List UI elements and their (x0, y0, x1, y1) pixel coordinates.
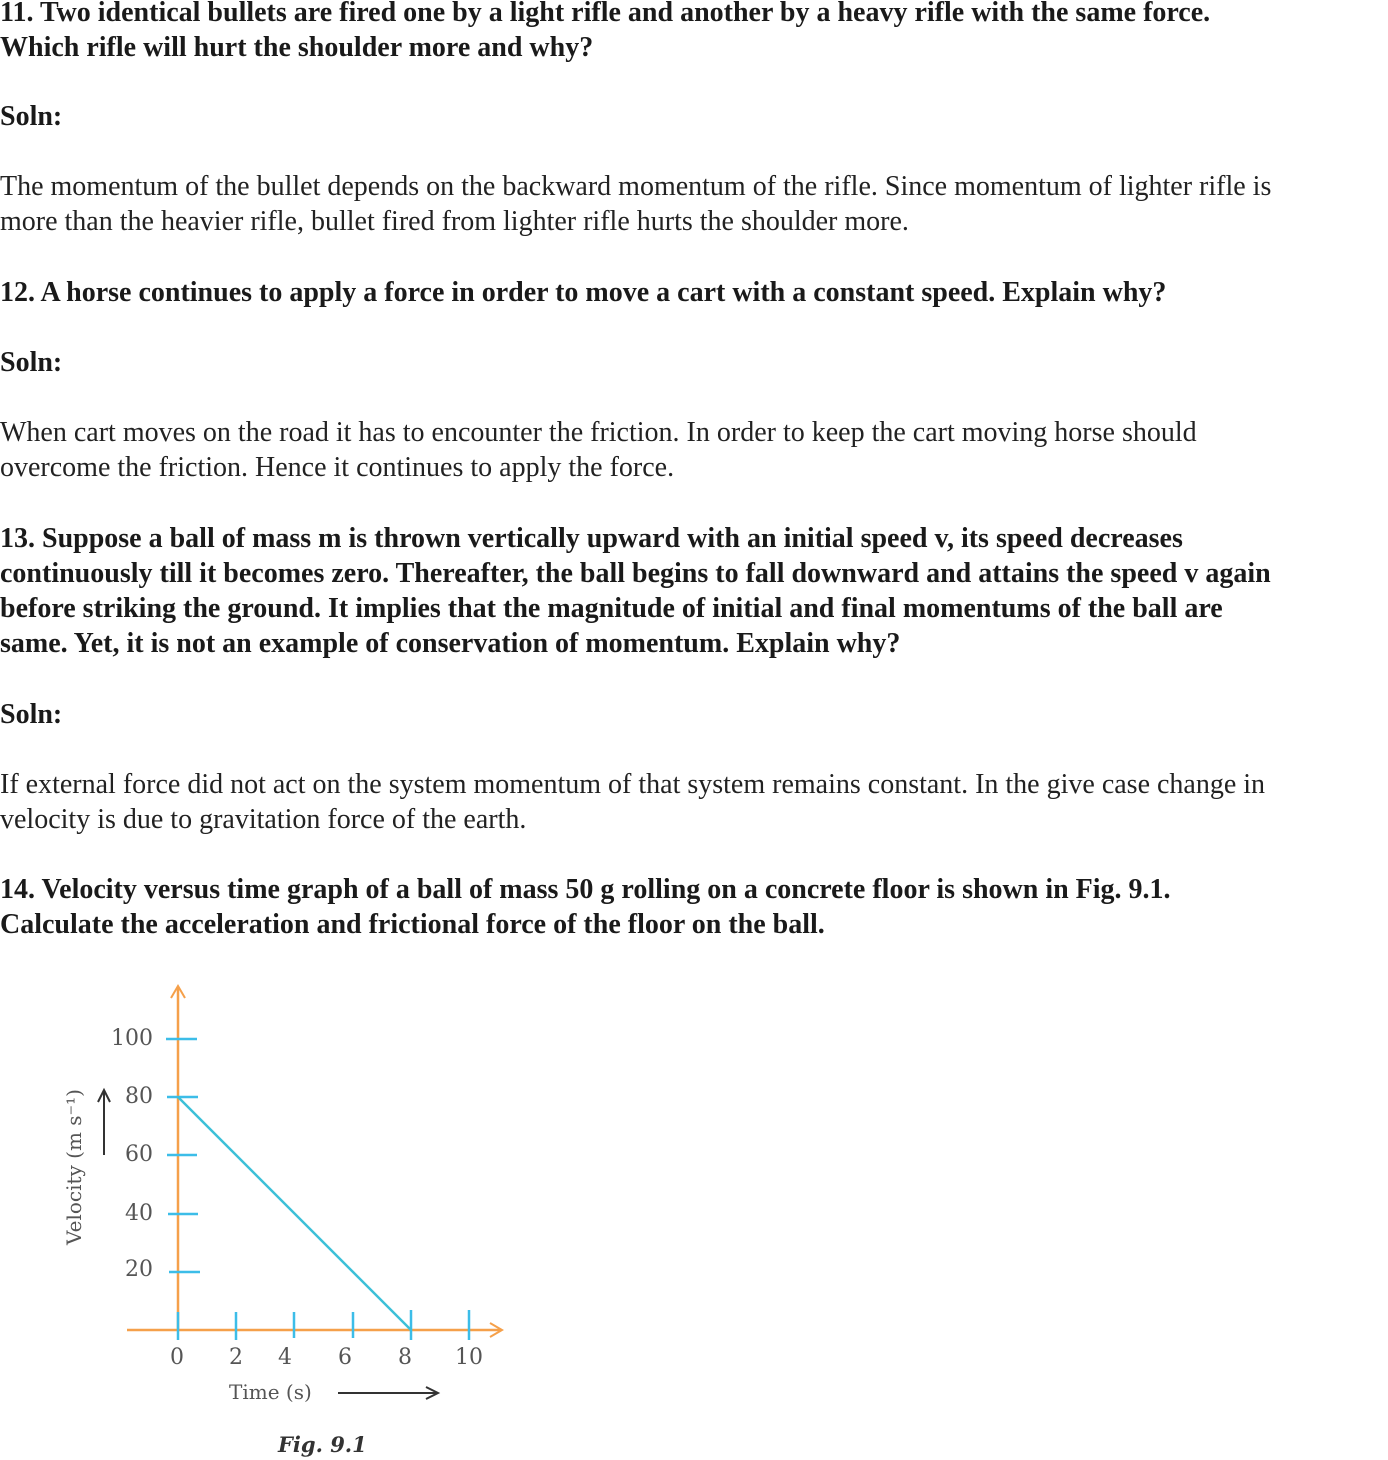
x-tick-label-4: 4 (278, 1345, 292, 1370)
soln-label-11: Soln: (0, 101, 63, 132)
y-tick-label-100: 100 (111, 1026, 153, 1051)
x-tick-label-6: 6 (338, 1345, 352, 1370)
x-axis-label: Time (s) (229, 1380, 312, 1404)
soln-label-12: Soln: (0, 347, 63, 378)
x-tick-label-10: 10 (455, 1345, 483, 1370)
question-14-line-2: Calculate the acceleration and frictional force of the floor on the ball. (0, 909, 825, 940)
question-11-line-1: 11. Two identical bullets are fired one by a light rifle and another by a heavy rifle with the same force. (0, 0, 1211, 28)
question-14-line-1: 14. Velocity versus time graph of a ball of mass 50 g rolling on a concrete floor is shown in Fig. 9.1. (0, 874, 1171, 905)
figure-caption: Fig. 9.1 (278, 1432, 367, 1457)
y-tick-label-20: 20 (125, 1257, 153, 1282)
question-12-line-1: 12. A horse continues to apply a force in order to move a cart with a constant speed. Explain why? (0, 277, 1167, 308)
question-13-line-1: 13. Suppose a ball of mass m is thrown vertically upward with an initial speed v, its speed decreases (0, 523, 1183, 554)
y-tick-label-40: 40 (125, 1201, 153, 1226)
velocity-time-graph (0, 960, 540, 1460)
soln-label-13: Soln: (0, 699, 63, 730)
answer-13-line-1: If external force did not act on the system momentum of that system remains constant. In the give case change in (0, 769, 1266, 800)
question-13-line-4: same. Yet, it is not an example of conservation of momentum. Explain why? (0, 628, 901, 659)
answer-11-line-2: more than the heavier rifle, bullet fired from lighter rifle hurts the shoulder more. (0, 206, 909, 237)
question-13-line-3: before striking the ground. It implies that the magnitude of initial and final momentums of the ball are (0, 593, 1223, 624)
x-tick-label-0: 0 (170, 1345, 184, 1370)
y-ticks (166, 1039, 200, 1272)
x-tick-label-8: 8 (398, 1345, 412, 1370)
y-axis-label: Velocity (m s⁻¹) (62, 1089, 86, 1245)
answer-13-line-2: velocity is due to gravitation force of the earth. (0, 804, 527, 835)
question-13-line-2: continuously till it becomes zero. Thereafter, the ball begins to fall downward and attains the speed v again (0, 558, 1271, 589)
y-tick-label-60: 60 (125, 1142, 153, 1167)
answer-11-line-1: The momentum of the bullet depends on the backward momentum of the rifle. Since momentum of lighter rifle is (0, 171, 1272, 202)
answer-12-line-2: overcome the friction. Hence it continues to apply the force. (0, 452, 675, 483)
velocity-line (178, 1097, 411, 1330)
answer-12-line-1: When cart moves on the road it has to encounter the friction. In order to keep the cart moving horse should (0, 417, 1197, 448)
question-11-line-2: Which rifle will hurt the shoulder more and why? (0, 32, 594, 63)
x-tick-label-2: 2 (229, 1345, 243, 1370)
y-tick-label-80: 80 (125, 1084, 153, 1109)
x-ticks (178, 1310, 469, 1340)
